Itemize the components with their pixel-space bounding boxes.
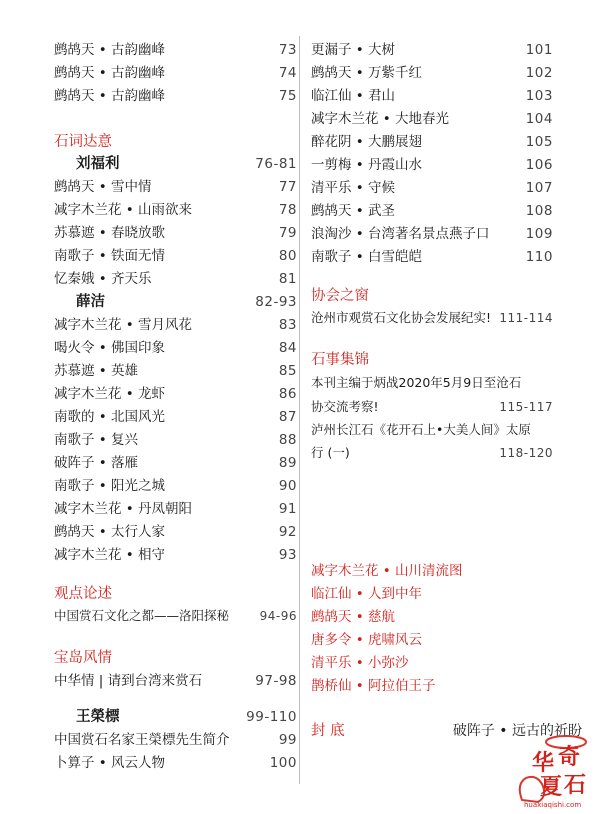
entry-title: 减字木兰花 • 大地春光 <box>311 111 450 127</box>
back-cover-entry[interactable]: 破阵子 • 远古的祈盼 <box>452 723 582 739</box>
entry-title: 清平乐 • 守候 <box>311 180 396 196</box>
toc-entry[interactable] <box>54 85 297 107</box>
entry-title-cont: 行 (一) <box>311 445 350 460</box>
featured-poem[interactable]: 唐多令 • 虎啸风云 <box>311 632 423 648</box>
toc-entry[interactable] <box>311 108 553 130</box>
entry-title: 临江仙 • 君山 <box>311 88 396 104</box>
entry-page: 90 <box>278 478 297 494</box>
section-heading-shishi-jijin: 石事集锦 <box>311 352 369 368</box>
entry-page: 88 <box>278 432 297 448</box>
toc-entry[interactable] <box>54 383 297 405</box>
entry-title: 鹧鸪天 • 万紫千红 <box>311 65 423 81</box>
entry-page: 91 <box>278 501 297 517</box>
toc-entry[interactable] <box>54 452 297 474</box>
entry-title: 一剪梅 • 丹霞山水 <box>311 157 423 173</box>
entry-page: 99 <box>278 732 297 748</box>
toc-entry[interactable] <box>311 85 553 107</box>
entry-page: 79 <box>278 225 297 241</box>
entry-title: 本刊主编于炳战2020年5月9日至沧石 <box>311 375 522 390</box>
entry-page: 93 <box>278 547 297 563</box>
entry-title-cont: 协交流考察! <box>311 399 379 414</box>
entry-title: 沧州市观赏石文化协会发展纪实! <box>311 310 492 325</box>
entry-title: 南歌的 • 北国风光 <box>54 409 166 425</box>
toc-entry[interactable] <box>54 429 297 451</box>
entry-title: 卜算子 • 风云人物 <box>54 755 166 771</box>
entry-page: 105 <box>525 134 553 150</box>
featured-poem[interactable]: 鹧鸪天 • 慈航 <box>311 609 396 625</box>
entry-page: 86 <box>278 386 297 402</box>
author-pages: 99-110 <box>246 709 297 725</box>
author-pages: 82-93 <box>255 294 297 310</box>
entry-title: 鹧鸪天 • 古韵幽峰 <box>54 88 166 104</box>
entry-title: 中国赏石文化之都——洛阳探秘 <box>54 608 230 623</box>
toc-entry[interactable] <box>54 337 297 359</box>
toc-entry[interactable] <box>54 199 297 221</box>
entry-page: 89 <box>278 455 297 471</box>
entry-title: 南歌子 • 铁面无情 <box>54 248 166 264</box>
author-heading[interactable] <box>54 291 297 313</box>
toc-entry-line[interactable] <box>311 419 553 441</box>
logo-char-3: 夏 <box>540 775 563 800</box>
toc-entry[interactable] <box>54 752 297 774</box>
toc-entry[interactable] <box>54 360 297 382</box>
entry-page: 81 <box>278 271 297 287</box>
section-heading-guandian-lunshu: 观点论述 <box>54 586 112 602</box>
entry-title: 鹧鸪天 • 雪中情 <box>54 179 152 195</box>
toc-entry-line[interactable] <box>311 442 553 464</box>
toc-entry[interactable] <box>311 39 553 61</box>
logo-char-2: 奇 <box>558 745 581 770</box>
section-heading-baodao-fengqing: 宝岛风情 <box>54 650 112 666</box>
featured-poem[interactable]: 清平乐 • 小弥沙 <box>311 655 409 671</box>
entry-title: 醉花阴 • 大鹏展翅 <box>311 134 423 150</box>
entry-title: 浪淘沙 • 台湾著名景点燕子口 <box>311 226 490 242</box>
entry-page: 110 <box>525 249 553 265</box>
author-pages: 76-81 <box>255 156 297 172</box>
entry-title: 南歌子 • 白雪皑皑 <box>311 249 423 265</box>
entry-page: 115-117 <box>499 400 553 414</box>
entry-page: 77 <box>278 179 297 195</box>
entry-title: 喝火令 • 佛国印象 <box>54 340 166 356</box>
entry-title: 鹧鸪天 • 武圣 <box>311 203 396 219</box>
entry-page: 74 <box>278 65 297 81</box>
entry-title: 减字木兰花 • 龙虾 <box>54 386 166 402</box>
toc-entry[interactable] <box>54 406 297 428</box>
back-cover-label: 封 底 <box>311 723 345 739</box>
logo-char-4: 石 <box>564 773 587 798</box>
entry-page: 92 <box>278 524 297 540</box>
entry-title: 鹧鸪天 • 古韵幽峰 <box>54 42 166 58</box>
toc-entry[interactable] <box>54 268 297 290</box>
entry-title: 苏慕遮 • 春晓放歌 <box>54 225 166 241</box>
toc-entry[interactable] <box>54 544 297 566</box>
toc-entry[interactable] <box>311 177 553 199</box>
featured-poem[interactable]: 减字木兰花 • 山川清流图 <box>311 563 463 579</box>
entry-page: 101 <box>525 42 553 58</box>
entry-title: 破阵子 • 落雁 <box>54 455 139 471</box>
toc-entry[interactable] <box>311 246 553 268</box>
entry-title: 泸州长江石《花开石上•大美人间》太原 <box>311 422 531 437</box>
entry-page: 84 <box>278 340 297 356</box>
entry-page: 107 <box>525 180 553 196</box>
entry-page: 80 <box>278 248 297 264</box>
toc-entry[interactable] <box>54 39 297 61</box>
entry-page: 106 <box>525 157 553 173</box>
toc-entry-line[interactable] <box>311 396 553 418</box>
entry-title: 苏慕遮 • 英雄 <box>54 363 139 379</box>
entry-page: 85 <box>278 363 297 379</box>
toc-entry[interactable] <box>54 222 297 244</box>
toc-entry-line[interactable] <box>311 372 553 394</box>
entry-page: 111-114 <box>499 311 553 325</box>
huaxia-qishi-logo <box>514 730 596 810</box>
entry-title: 中华情 | 请到台湾来赏石 <box>54 673 203 689</box>
entry-page: 94-96 <box>259 609 297 623</box>
entry-page: 75 <box>278 88 297 104</box>
entry-page: 87 <box>278 409 297 425</box>
author-heading[interactable] <box>54 706 297 728</box>
featured-poem[interactable]: 鹊桥仙 • 阿拉伯王子 <box>311 678 436 694</box>
entry-page: 118-120 <box>499 446 553 460</box>
entry-page: 83 <box>278 317 297 333</box>
toc-entry[interactable] <box>54 729 297 751</box>
entry-page: 109 <box>525 226 553 242</box>
logo-char-1: 华 <box>532 751 555 776</box>
entry-title: 减字木兰花 • 丹凤朝阳 <box>54 501 193 517</box>
toc-entry[interactable] <box>54 62 297 84</box>
entry-title: 南歌子 • 复兴 <box>54 432 139 448</box>
entry-page: 104 <box>525 111 553 127</box>
entry-title: 减字木兰花 • 相守 <box>54 547 166 563</box>
column-divider <box>299 36 300 784</box>
toc-entry[interactable] <box>311 200 553 222</box>
entry-page: 108 <box>525 203 553 219</box>
toc-entry[interactable] <box>54 670 297 692</box>
toc-entry[interactable] <box>54 605 297 627</box>
toc-entry[interactable] <box>54 314 297 336</box>
toc-entry[interactable] <box>54 176 297 198</box>
section-heading-shici-dayi: 石词达意 <box>54 134 112 150</box>
toc-entry[interactable] <box>311 223 553 245</box>
toc-entry[interactable] <box>311 154 553 176</box>
logo-url: huaxiaqishi.com <box>524 801 582 809</box>
author-name: 薛洁 <box>76 294 105 310</box>
entry-page: 102 <box>525 65 553 81</box>
toc-entry[interactable] <box>54 498 297 520</box>
toc-entry[interactable] <box>54 475 297 497</box>
entry-title: 鹧鸪天 • 太行人家 <box>54 524 166 540</box>
section-heading-xiehui-zhichuang: 协会之窗 <box>311 288 369 304</box>
entry-page: 100 <box>269 755 297 771</box>
author-name: 王榮標 <box>76 709 120 725</box>
entry-page: 78 <box>278 202 297 218</box>
author-heading[interactable] <box>54 153 297 175</box>
featured-poem[interactable]: 临江仙 • 人到中年 <box>311 586 423 602</box>
entry-page: 103 <box>525 88 553 104</box>
toc-entry[interactable] <box>54 521 297 543</box>
entry-title: 减字木兰花 • 山雨欲来 <box>54 202 193 218</box>
entry-title: 南歌子 • 阳光之城 <box>54 478 166 494</box>
entry-title: 中国赏石名家王榮標先生简介 <box>54 732 230 748</box>
entry-page: 97-98 <box>255 673 297 689</box>
entry-page: 73 <box>278 42 297 58</box>
entry-title: 减字木兰花 • 雪月风花 <box>54 317 193 333</box>
entry-title: 更漏子 • 大树 <box>311 42 396 58</box>
entry-title: 鹧鸪天 • 古韵幽峰 <box>54 65 166 81</box>
toc-entry[interactable] <box>311 131 553 153</box>
author-name: 刘福利 <box>76 156 120 172</box>
entry-title: 忆秦娥 • 齐天乐 <box>54 271 152 287</box>
toc-entry[interactable] <box>311 62 553 84</box>
toc-entry[interactable] <box>311 307 553 329</box>
toc-entry[interactable] <box>54 245 297 267</box>
